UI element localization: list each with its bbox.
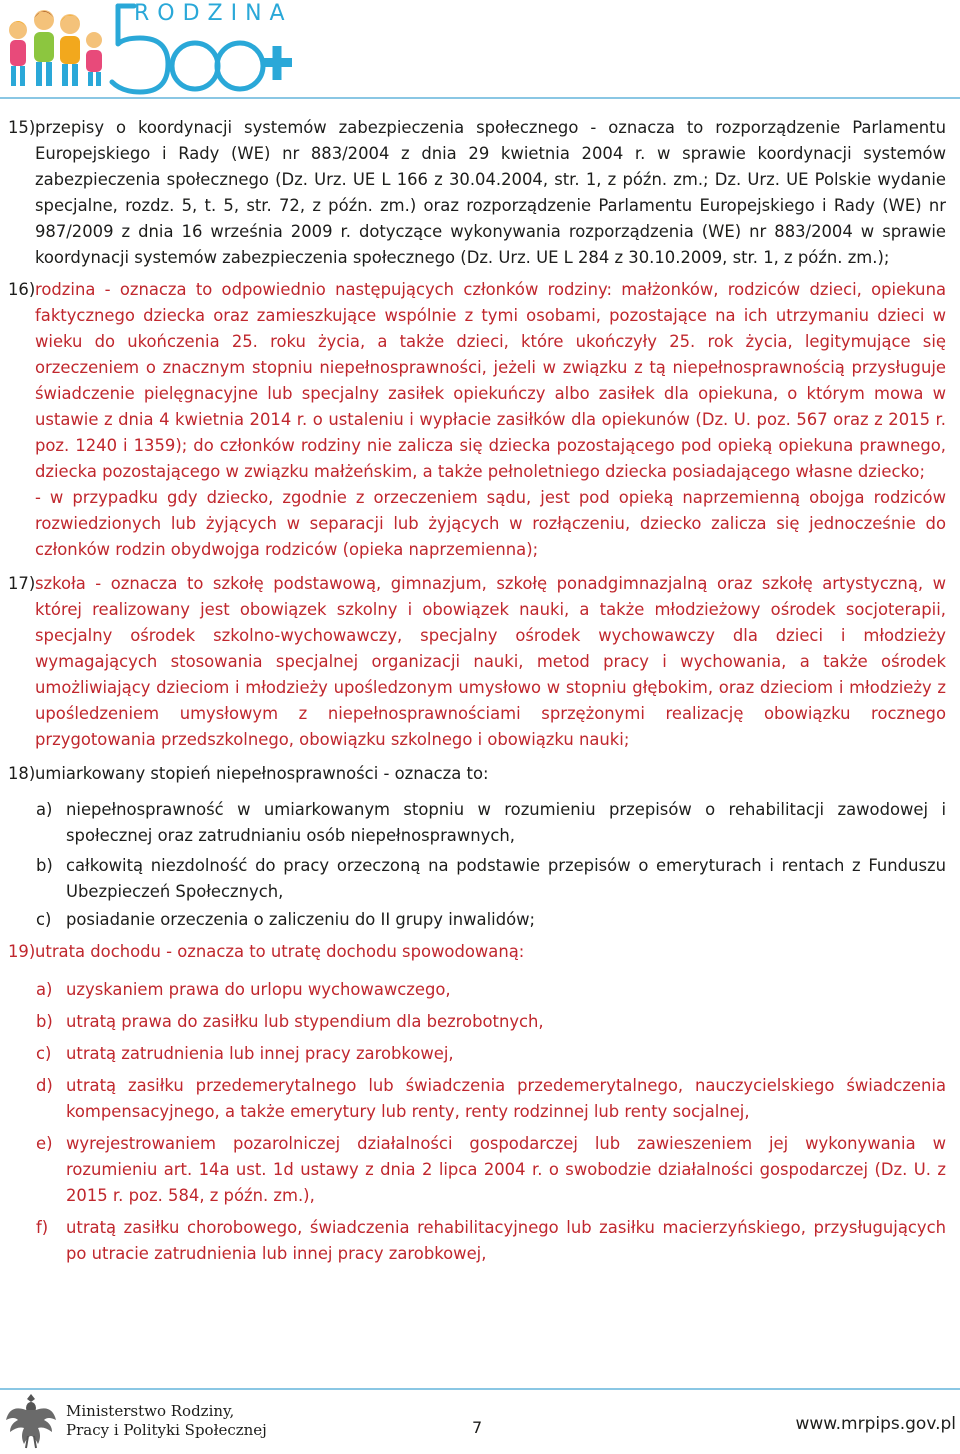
logo-word: RODZINA bbox=[134, 1, 293, 26]
website-url: www.mrpips.gov.pl bbox=[795, 1414, 956, 1434]
definition-15 bbox=[8, 115, 946, 271]
item-text-continuation: - w przypadku gdy dziecko, zgodnie z orzeczeniem sądu, jest pod opieką naprzemienną obojga rodziców rozwiedzionych lub żyjących w separacji lub żyjących w rozłączeniu, dziecko zalicza się jednocześnie do członków rodzin obydwojga rodziców (opieka naprzemienna); bbox=[35, 488, 946, 559]
ministry-name-line2: Pracy i Polityki Społecznej bbox=[66, 1421, 267, 1439]
definition-18-b bbox=[8, 853, 946, 905]
sub-text: utratą zatrudnienia lub innej pracy zarobkowej, bbox=[66, 1044, 454, 1063]
definition-18 bbox=[8, 761, 946, 787]
definition-18-c bbox=[8, 907, 946, 933]
sub-text: utratą prawa do zasiłku lub stypendium dla bezrobotnych, bbox=[66, 1012, 544, 1031]
item-text: szkoła - oznacza to szkołę podstawową, gimnazjum, szkołę ponadgimnazjalną oraz szkołę artystyczną, w której realizowany jest obowiązek szkolny i obowiązek nauki, a także młodzieżowy ośrodek socjoterapii, specjalny ośrodek szkolno-wychowawczy, specjalny ośrodek wychowawczy dla dzieci i młodzieży wymagających stosowania specjalnej organizacji nauki, metod pracy i wychowania, a także ośrodek umożliwiający dzieciom i młodzieży upośledzonym umysłowo w stopniu głębokim, oraz dzieciom i młodzieży z upośledzeniem umysłowym z niepełnosprawnościami sprzężonymi realizację obowiązku rocznego przygotowania przedszkolnego, obowiązku szkolnego i obowiązku nauki; bbox=[35, 574, 946, 749]
sub-letter: a) bbox=[36, 980, 53, 999]
definition-19-e bbox=[8, 1131, 946, 1209]
sub-text: uzyskaniem prawa do urlopu wychowawczego, bbox=[66, 980, 451, 999]
sub-letter: a) bbox=[36, 800, 53, 819]
definition-18-a bbox=[8, 797, 946, 849]
page-footer bbox=[0, 1384, 960, 1450]
sub-letter: b) bbox=[36, 856, 53, 875]
sub-letter: c) bbox=[36, 1044, 52, 1063]
item-text: utrata dochodu - oznacza to utratę dochodu spowodowaną: bbox=[35, 942, 525, 961]
sub-text: utratą zasiłku chorobowego, świadczenia rehabilitacyjnego lub zasiłku macierzyńskiego, przysługujących po utracie zatrudnienia lub innej pracy zarobkowej, bbox=[66, 1218, 946, 1263]
definition-19 bbox=[8, 939, 946, 965]
definition-17 bbox=[8, 571, 946, 753]
definition-19-a bbox=[8, 977, 946, 1003]
rodzina-500-plus-logo bbox=[0, 0, 300, 96]
item-text: rodzina - oznacza to odpowiednio następujących członków rodziny: małżonków, rodziców dzieci, opiekuna faktycznego dziecka oraz zamieszkujące wspólnie z tymi osobami, pozostające na ich utrzymaniu dzieci w wieku do ukończenia 25. roku życia, a także dzieci, które ukończyły 25. rok życia, legitymujące się orzeczeniem o znacznym stopniu niepełnosprawności, jeżeli w związku z tą niepełnosprawnością przysługuje świadczenie pielęgnacyjne lub specjalny zasiłek opiekuńczy albo zasiłek dla opiekuna, o którym mowa w ustawie z dnia 4 kwietnia 2014 r. o ustaleniu i wypłacie zasiłków dla opiekunów (Dz. U. poz. 567 oraz z 2015 r. poz. 1240 i 1359); do członków rodziny nie zalicza się dziecka pozostającego pod opieką opiekuna prawnego, dziecka pozostającego w związku małżeńskim, a także pełnoletniego dziecka posiadającego własne dziecko; bbox=[35, 280, 946, 481]
item-text: umiarkowany stopień niepełnosprawności - oznacza to: bbox=[35, 764, 489, 783]
page-number: 7 bbox=[472, 1418, 483, 1437]
sub-letter: e) bbox=[36, 1134, 53, 1153]
sub-letter: c) bbox=[36, 910, 52, 929]
sub-text: wyrejestrowaniem pozarolniczej działalności gospodarczej lub zawieszeniem jej wykonywania w rozumieniu art. 14a ust. 1d ustawy z dnia 2 lipca 2004 r. o swobodzie działalności gospodarczej (Dz. U. z 2015 r. poz. 584, z późn. zm.), bbox=[66, 1134, 946, 1205]
ministry-name-line1: Ministerstwo Rodziny, bbox=[66, 1402, 235, 1420]
eagle-emblem-icon bbox=[4, 1390, 58, 1450]
item-number: 17) bbox=[8, 574, 36, 593]
document-body bbox=[8, 115, 946, 1267]
sub-letter: f) bbox=[36, 1218, 49, 1237]
ministry-name bbox=[66, 1402, 267, 1440]
definition-19-b bbox=[8, 1009, 946, 1035]
footer-divider bbox=[0, 1388, 960, 1390]
definition-19-f bbox=[8, 1215, 946, 1267]
item-number: 15) bbox=[8, 118, 36, 137]
sub-letter: b) bbox=[36, 1012, 53, 1031]
definition-16 bbox=[8, 277, 946, 563]
sub-text: niepełnosprawność w umiarkowanym stopniu w rozumieniu przepisów o rehabilitacji zawodowej i społecznej oraz zatrudnianiu osób niepełnosprawnych, bbox=[66, 800, 946, 845]
definition-19-c bbox=[8, 1041, 946, 1067]
item-text: przepisy o koordynacji systemów zabezpieczenia społecznego - oznacza to rozporządzenie Parlamentu Europejskiego i Rady (WE) nr 883/2004 z dnia 29 kwietnia 2004 r. w sprawie koordynacji systemów zabezpieczenia społecznego (Dz. Urz. UE L 166 z 30.04.2004, str. 1, z późn. zm.; Dz. Urz. UE Polskie wydanie specjalne, rozdz. 5, t. 5, str. 72, z późn. zm.) oraz rozporządzenie Parlamentu Europejskiego i Rady (WE) nr 987/2009 z dnia 16 września 2009 r. dotyczące wykonywania rozporządzenia (WE) nr 883/2004 w sprawie koordynacji systemów zabezpieczenia społecznego (Dz. Urz. UE L 284 z 30.10.2009, str. 1, z późn. zm.); bbox=[35, 118, 946, 267]
item-number: 18) bbox=[8, 764, 36, 783]
sub-text: posiadanie orzeczenia o zaliczeniu do II grupy inwalidów; bbox=[66, 910, 536, 929]
definition-19-d bbox=[8, 1073, 946, 1125]
item-number: 16) bbox=[8, 280, 36, 299]
sub-text: utratą zasiłku przedemerytalnego lub świadczenia przedemerytalnego, nauczycielskiego świadczenia kompensacyjnego, a także emerytury lub renty, renty rodzinnej lub renty socjalnej, bbox=[66, 1076, 946, 1121]
header-divider bbox=[0, 97, 960, 99]
sub-letter: d) bbox=[36, 1076, 53, 1095]
sub-text: całkowitą niezdolność do pracy orzeczoną na podstawie przepisów o emeryturach i rentach z Funduszu Ubezpieczeń Społecznych, bbox=[66, 856, 946, 901]
page-header bbox=[0, 0, 960, 100]
item-number: 19) bbox=[8, 942, 36, 961]
